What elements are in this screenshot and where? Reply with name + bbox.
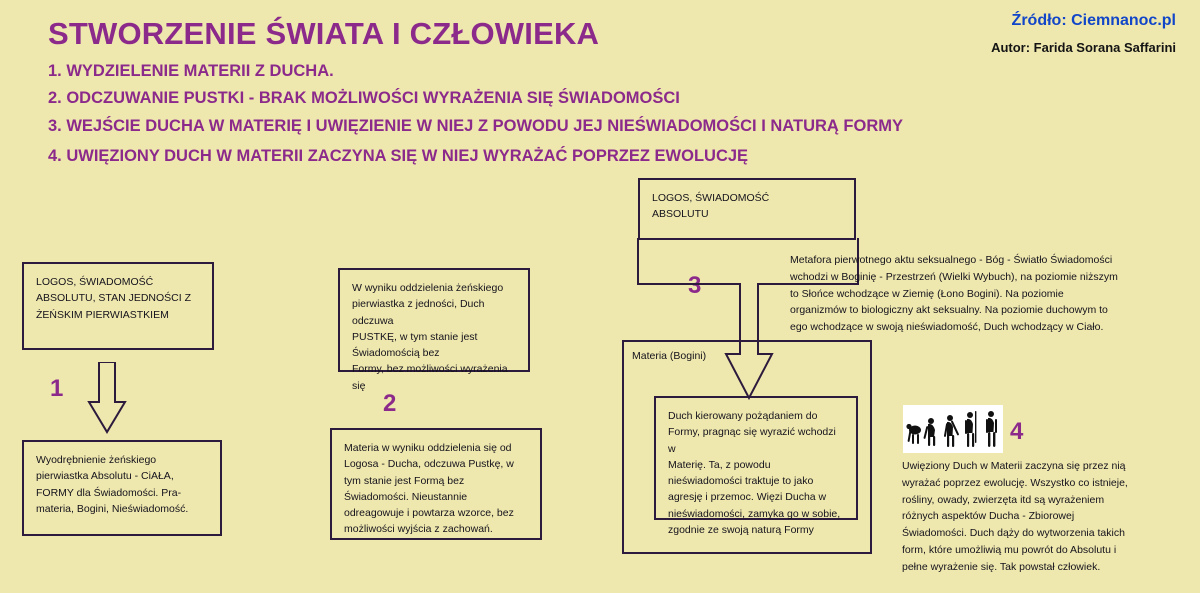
author-label: Autor: Farida Sorana Saffarini	[991, 40, 1176, 55]
step-number-4: 4	[1010, 418, 1024, 445]
evolution-image	[903, 405, 1003, 453]
step-number-1: 1	[50, 375, 64, 402]
box-logos-absolutu: LOGOS, ŚWIADOMOŚĆ ABSOLUTU	[638, 178, 856, 240]
evolution-figures-icon	[904, 406, 1002, 452]
header-bullet-2: 2. ODCZUWANIE PUSTKI - BRAK MOŻLIWOŚCI WYRAŻENIA SIĘ ŚWIADOMOŚCI	[48, 89, 680, 107]
text-uwieziony: Uwięziony Duch w Materii zaczyna się przez nią wyrażać poprzez ewolucję. Wszystko co istnieje, rośliny, owady, zwierzęta itd są wyrażeniem różnych aspektów Ducha - Zbiorowej Świadomości. Duch dąży do wytworzenia takich form, które umożliwią mu powrót do Absolutu i pełne wyrażenie się. Tak powstał człowiek.	[902, 460, 1128, 573]
text-metafora: Metafora pierwotnego aktu seksualnego - Bóg - Światło Świadomości wchodzi w Boginię - Przestrzeń (Wielki Wybuch), na poziomie niższym to Słońce wchodzące w Ziemię (Łono Bogini). Na poziomie organizmów to biologiczny akt seksualny. Na poziomie duchowym to ego wchodzące w swoją nieświadomość, Duch wchodzący w Ciało.	[790, 254, 1118, 334]
box-materia-wynik: Materia w wyniku oddzielenia się od Logosa - Ducha, odczuwa Pustkę, w tym stanie jest Formą bez Świadomości. Nieustannie odreagowuje i powtarza wzorce, bez możliwości wyjścia z zachowań.	[330, 428, 542, 540]
box-wyodrebnienie: Wyodrębnienie żeńskiego pierwiastka Absolutu - CiAŁA, FORMY dla Świadomości. Pra- materia, Bogini, Nieświadomość.	[22, 440, 222, 536]
source-link[interactable]: Źródło: Ciemnanoc.pl	[1011, 12, 1176, 29]
box-wynik-oddzielenia: W wyniku oddzielenia żeńskiego pierwiastka z jedności, Duch odczuwa PUSTKĘ, w tym stanie jest Świadomością bez Formy, bez możliwości wyrażenia się	[338, 268, 530, 372]
header-bullet-3: 3. WEJŚCIE DUCHA W MATERIĘ I UWIĘZIENIE W NIEJ Z POWODU JEJ NIEŚWIADOMOŚCI I NATURĄ FORMY	[48, 117, 903, 135]
box-logos-unity: LOGOS, ŚWIADOMOŚĆ ABSOLUTU, STAN JEDNOŚCI Z ŻEŃSKIM PIERWIASTKIEM	[22, 262, 214, 350]
materia-bogini-label: Materia (Bogini)	[632, 350, 707, 362]
page-title: STWORZENIE ŚWIATA I CZŁOWIEKA	[48, 16, 600, 51]
step-number-3: 3	[688, 272, 702, 299]
box-duch: Duch kierowany pożądaniem do Formy, pragnąc się wyrazić wchodzi w Materię. Ta, z powodu nieświadomości traktuje to jako agresję i przemoc. Więzi Ducha w nieświadomości, zamyka go w sobie, zgodnie ze swoją naturą Formy	[654, 396, 858, 520]
step-number-2: 2	[383, 390, 397, 417]
arrow-down-1	[85, 362, 129, 434]
header-bullet-1: 1. WYDZIELENIE MATERII Z DUCHA.	[48, 62, 334, 80]
header-bullet-4: 4. UWIĘZIONY DUCH W MATERII ZACZYNA SIĘ W NIEJ WYRAŻAĆ POPRZEZ EWOLUCJĘ	[48, 147, 749, 165]
